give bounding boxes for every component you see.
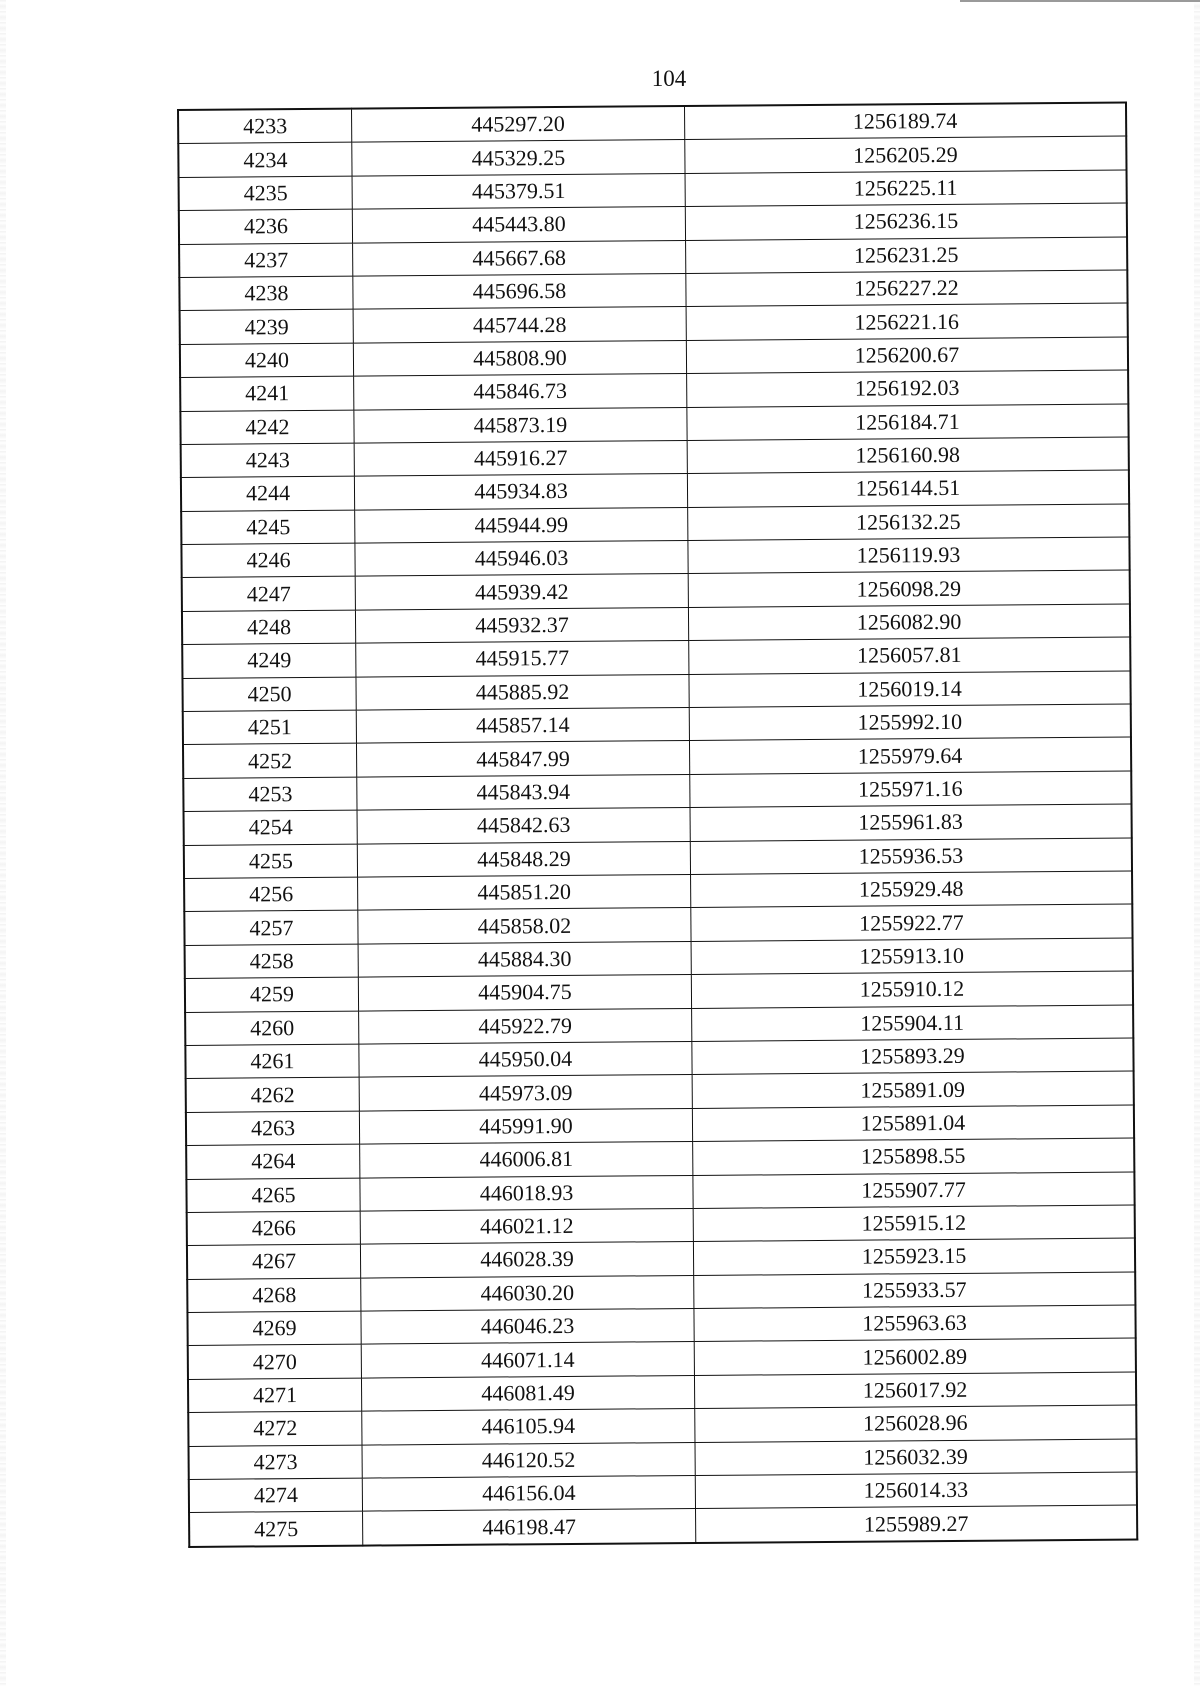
x-coordinate-cell: 446198.47 xyxy=(363,1509,696,1546)
point-number-cell: 4241 xyxy=(180,376,354,411)
y-coordinate-cell: 1256098.29 xyxy=(688,571,1130,608)
point-number-cell: 4257 xyxy=(184,910,358,945)
point-number-cell: 4240 xyxy=(180,343,354,378)
point-number-cell: 4274 xyxy=(189,1478,363,1513)
x-coordinate-cell: 445873.19 xyxy=(354,407,687,443)
point-number-cell: 4263 xyxy=(186,1111,360,1146)
point-number-cell: 4269 xyxy=(187,1311,361,1346)
y-coordinate-cell: 1255898.55 xyxy=(693,1138,1135,1175)
y-coordinate-cell: 1255929.48 xyxy=(691,871,1133,908)
point-number-cell: 4273 xyxy=(189,1445,363,1480)
y-coordinate-cell: 1256205.29 xyxy=(685,136,1127,173)
page-number: 104 xyxy=(651,66,687,91)
x-coordinate-cell: 446028.39 xyxy=(360,1242,693,1278)
y-coordinate-cell: 1256132.25 xyxy=(688,504,1130,541)
point-number-cell: 4235 xyxy=(179,176,353,211)
y-coordinate-cell: 1255936.53 xyxy=(690,838,1132,875)
y-coordinate-cell: 1255891.09 xyxy=(692,1071,1134,1108)
x-coordinate-cell: 446120.52 xyxy=(362,1442,695,1478)
y-coordinate-cell: 1255989.27 xyxy=(696,1505,1138,1542)
y-coordinate-cell: 1256057.81 xyxy=(689,637,1131,674)
x-coordinate-cell: 446156.04 xyxy=(362,1475,695,1511)
point-number-cell: 4258 xyxy=(185,944,359,979)
y-coordinate-cell: 1256032.39 xyxy=(695,1439,1137,1476)
point-number-cell: 4261 xyxy=(185,1044,359,1079)
x-coordinate-cell: 445329.25 xyxy=(352,140,685,176)
point-number-cell: 4245 xyxy=(181,510,355,545)
x-coordinate-cell: 446071.14 xyxy=(361,1342,694,1378)
point-number-cell: 4259 xyxy=(185,977,359,1012)
x-coordinate-cell: 445916.27 xyxy=(354,440,687,476)
point-number-cell: 4266 xyxy=(187,1211,361,1246)
point-number-cell: 4248 xyxy=(182,610,356,645)
point-number-cell: 4250 xyxy=(182,677,356,712)
y-coordinate-cell: 1256227.22 xyxy=(686,270,1128,307)
x-coordinate-cell: 446030.20 xyxy=(361,1275,694,1311)
point-number-cell: 4254 xyxy=(184,810,358,845)
y-coordinate-cell: 1256028.96 xyxy=(695,1405,1137,1442)
point-number-cell: 4236 xyxy=(179,209,353,244)
scan-top-rule xyxy=(960,0,1200,2)
x-coordinate-cell: 445922.79 xyxy=(359,1008,692,1044)
x-coordinate-cell: 445946.03 xyxy=(355,541,688,577)
point-number-cell: 4242 xyxy=(180,410,354,445)
y-coordinate-cell: 1255933.57 xyxy=(694,1272,1136,1309)
x-coordinate-cell: 445991.90 xyxy=(359,1108,692,1144)
x-coordinate-cell: 446018.93 xyxy=(360,1175,693,1211)
x-coordinate-cell: 445904.75 xyxy=(358,975,691,1011)
point-number-cell: 4256 xyxy=(184,877,358,912)
x-coordinate-cell: 445939.42 xyxy=(355,574,688,610)
x-coordinate-cell: 445744.28 xyxy=(353,307,686,343)
x-coordinate-cell: 445848.29 xyxy=(357,841,690,877)
x-coordinate-cell: 445667.68 xyxy=(353,240,686,276)
x-coordinate-cell: 446006.81 xyxy=(360,1142,693,1178)
x-coordinate-cell: 446105.94 xyxy=(362,1409,695,1445)
y-coordinate-cell: 1256160.98 xyxy=(687,437,1129,474)
y-coordinate-cell: 1255922.77 xyxy=(691,904,1133,941)
table-row xyxy=(189,1505,1137,1546)
y-coordinate-cell: 1255915.12 xyxy=(693,1205,1135,1242)
point-number-cell: 4244 xyxy=(181,476,355,511)
y-coordinate-cell: 1255923.15 xyxy=(693,1238,1135,1275)
point-number-cell: 4233 xyxy=(178,109,352,144)
y-coordinate-cell: 1256014.33 xyxy=(695,1472,1137,1509)
point-number-cell: 4275 xyxy=(189,1511,363,1546)
y-coordinate-cell: 1256192.03 xyxy=(687,370,1129,407)
point-number-cell: 4247 xyxy=(182,577,356,612)
point-number-cell: 4255 xyxy=(184,844,358,879)
point-number-cell: 4270 xyxy=(188,1345,362,1380)
y-coordinate-cell: 1255971.16 xyxy=(690,771,1132,808)
y-coordinate-cell: 1255961.83 xyxy=(690,804,1132,841)
y-coordinate-cell: 1255979.64 xyxy=(689,737,1131,774)
point-number-cell: 4265 xyxy=(186,1178,360,1213)
x-coordinate-cell: 445696.58 xyxy=(353,273,686,309)
x-coordinate-cell: 445847.99 xyxy=(356,741,689,777)
point-number-cell: 4246 xyxy=(181,543,355,578)
y-coordinate-cell: 1256231.25 xyxy=(686,237,1128,274)
x-coordinate-cell: 445858.02 xyxy=(358,908,691,944)
point-number-cell: 4252 xyxy=(183,744,357,779)
y-coordinate-cell: 1256236.15 xyxy=(685,203,1127,240)
x-coordinate-cell: 445950.04 xyxy=(359,1041,692,1077)
point-number-cell: 4267 xyxy=(187,1244,361,1279)
point-number-cell: 4237 xyxy=(179,243,353,278)
y-coordinate-cell: 1255992.10 xyxy=(689,704,1131,741)
x-coordinate-cell: 445932.37 xyxy=(355,607,688,643)
point-number-cell: 4239 xyxy=(180,309,354,344)
point-number-cell: 4264 xyxy=(186,1144,360,1179)
point-number-cell: 4268 xyxy=(187,1278,361,1313)
scan-edge-right xyxy=(1194,0,1200,1686)
y-coordinate-cell: 1255963.63 xyxy=(694,1305,1136,1342)
coordinate-table xyxy=(177,102,1138,1548)
x-coordinate-cell: 445843.94 xyxy=(357,774,690,810)
y-coordinate-cell: 1255904.11 xyxy=(692,1005,1134,1042)
point-number-cell: 4260 xyxy=(185,1011,359,1046)
x-coordinate-cell: 446081.49 xyxy=(361,1375,694,1411)
point-number-cell: 4249 xyxy=(182,643,356,678)
scan-edge-left xyxy=(0,0,6,1686)
y-coordinate-cell: 1255910.12 xyxy=(691,971,1133,1008)
y-coordinate-cell: 1256017.92 xyxy=(694,1372,1136,1409)
y-coordinate-cell: 1256019.14 xyxy=(689,671,1131,708)
x-coordinate-cell: 445884.30 xyxy=(358,941,691,977)
coordinate-table-body xyxy=(178,103,1137,1547)
y-coordinate-cell: 1256119.93 xyxy=(688,537,1130,574)
x-coordinate-cell: 445379.51 xyxy=(352,173,685,209)
x-coordinate-cell: 445842.63 xyxy=(357,808,690,844)
x-coordinate-cell: 445857.14 xyxy=(356,708,689,744)
point-number-cell: 4272 xyxy=(188,1411,362,1446)
y-coordinate-cell: 1256144.51 xyxy=(687,470,1129,507)
y-coordinate-cell: 1256082.90 xyxy=(688,604,1130,641)
y-coordinate-cell: 1256200.67 xyxy=(686,337,1128,374)
y-coordinate-cell: 1255891.04 xyxy=(692,1105,1134,1142)
x-coordinate-cell: 445885.92 xyxy=(356,674,689,710)
y-coordinate-cell: 1255893.29 xyxy=(692,1038,1134,1075)
x-coordinate-cell: 445297.20 xyxy=(352,106,685,143)
x-coordinate-cell: 445915.77 xyxy=(356,641,689,677)
x-coordinate-cell: 445934.83 xyxy=(354,474,687,510)
x-coordinate-cell: 445944.99 xyxy=(355,507,688,543)
point-number-cell: 4271 xyxy=(188,1378,362,1413)
point-number-cell: 4234 xyxy=(178,143,352,178)
point-number-cell: 4253 xyxy=(183,777,357,812)
y-coordinate-cell: 1256184.71 xyxy=(687,404,1129,441)
point-number-cell: 4251 xyxy=(183,710,357,745)
x-coordinate-cell: 445808.90 xyxy=(353,340,686,376)
coordinate-table-wrapper xyxy=(177,102,1132,1548)
point-number-cell: 4243 xyxy=(181,443,355,478)
point-number-cell: 4238 xyxy=(179,276,353,311)
y-coordinate-cell: 1256221.16 xyxy=(686,303,1128,340)
y-coordinate-cell: 1256225.11 xyxy=(685,170,1127,207)
x-coordinate-cell: 445851.20 xyxy=(358,874,691,910)
y-coordinate-cell: 1256189.74 xyxy=(684,103,1126,140)
x-coordinate-cell: 446046.23 xyxy=(361,1309,694,1345)
x-coordinate-cell: 445443.80 xyxy=(352,207,685,243)
x-coordinate-cell: 446021.12 xyxy=(360,1208,693,1244)
y-coordinate-cell: 1255913.10 xyxy=(691,938,1133,975)
point-number-cell: 4262 xyxy=(186,1077,360,1112)
x-coordinate-cell: 445846.73 xyxy=(354,374,687,410)
x-coordinate-cell: 445973.09 xyxy=(359,1075,692,1111)
y-coordinate-cell: 1255907.77 xyxy=(693,1172,1135,1209)
y-coordinate-cell: 1256002.89 xyxy=(694,1338,1136,1375)
